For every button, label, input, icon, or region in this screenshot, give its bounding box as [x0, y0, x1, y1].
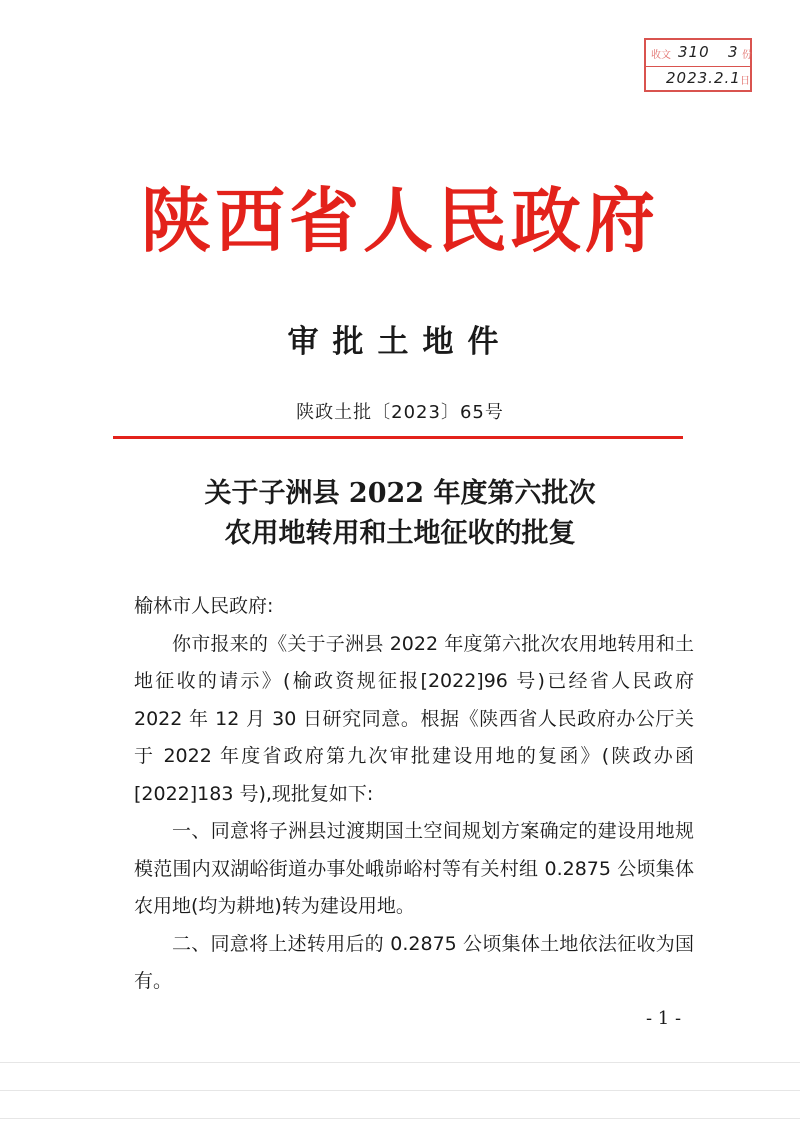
scan-artifact-line [0, 1090, 800, 1091]
receipt-stamp [644, 38, 752, 92]
red-separator-line [113, 436, 683, 439]
stamp-row-number [646, 40, 750, 67]
stamp-date: 2023.2.1 [666, 69, 741, 87]
title-line-1: 关于子洲县 2022 年度第六批次 [204, 478, 596, 509]
issuer-heading: 陕西省人民政府 [141, 179, 659, 262]
stamp-copies: 3 [728, 43, 739, 61]
title-line-2: 农用地转用和土地征收的批复 [224, 518, 576, 549]
stamp-label-day: 日 [740, 76, 750, 87]
stamp-row-date [646, 66, 750, 92]
body-paragraph-1: 你市报来的《关于子洲县 2022 年度第六批次农用地转用和土地征收的请示》(榆政资规征报[2022]96 号)已经省人民政府 2022 年 12 月 30 日研究同意。根据《陕西省人民政府办公厅关于 2022 年度省政府第九次审批建设用地的复函》(陕政办函[2022]183 号),现批复如下: [134, 632, 694, 805]
scan-artifact-line [0, 1118, 800, 1119]
page-number: - 1 - [646, 1008, 682, 1029]
stamp-label-copies: 份 [742, 50, 752, 61]
scan-artifact-line [0, 1062, 800, 1063]
document-type: 审批土地件 [287, 324, 513, 360]
document-number: 陕政土批〔2023〕65号 [296, 402, 504, 423]
body-paragraph-2: 一、同意将子洲县过渡期国土空间规划方案确定的建设用地规模范围内双湖峪街道办事处峨峁峪村等有关村组 0.2875 公顷集体农用地(均为耕地)转为建设用地。 [134, 820, 694, 917]
document-title [0, 474, 800, 554]
stamp-number: 310 [678, 43, 710, 61]
body-paragraph-3: 二、同意将上述转用后的 0.2875 公顷集体土地依法征收为国有。 [134, 932, 694, 992]
stamp-label-received: 收文 [651, 50, 671, 61]
document-body [134, 588, 694, 1001]
salutation: 榆林市人民政府: [134, 595, 274, 617]
